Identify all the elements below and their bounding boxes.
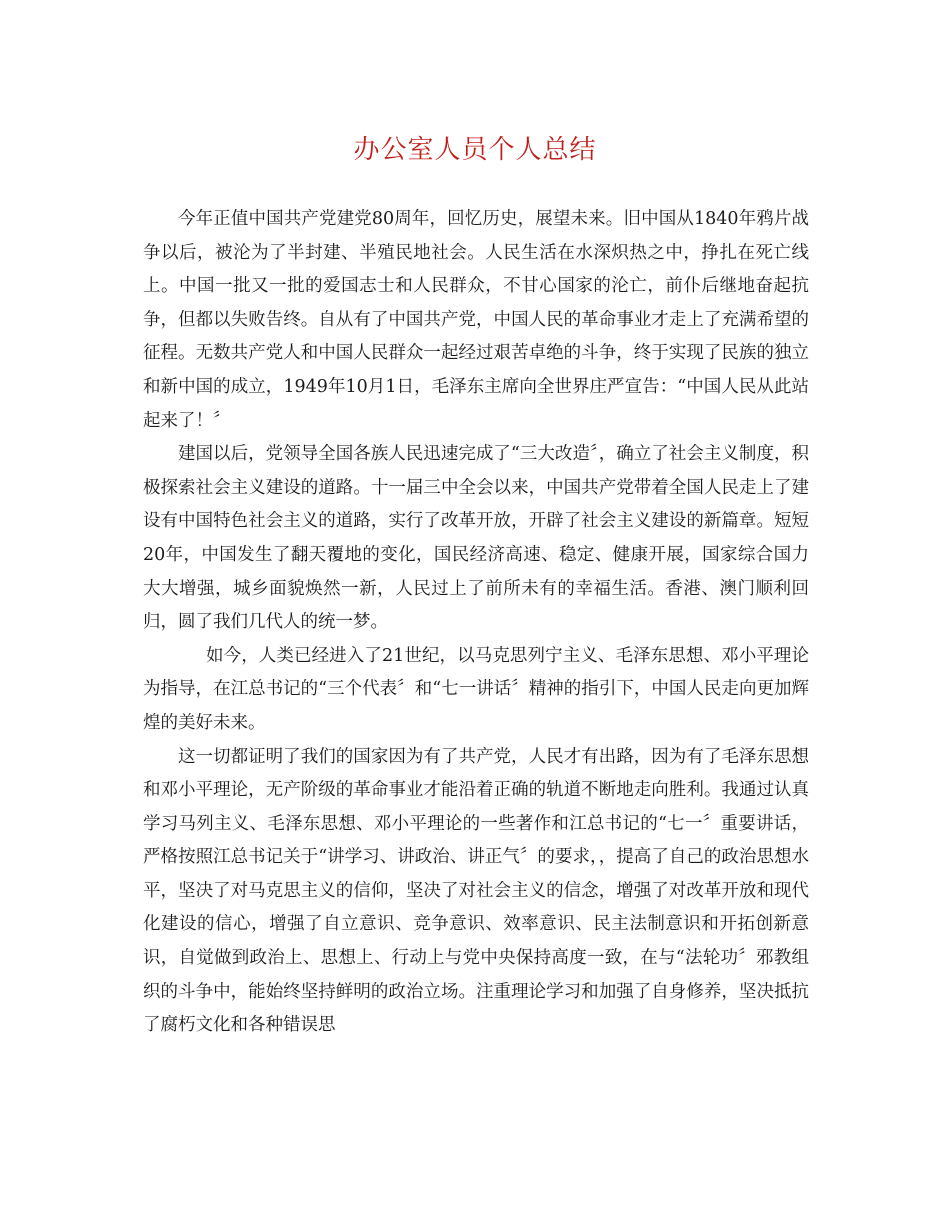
- paragraph: 如今，人类已经进入了21世纪，以马克思列宁主义、毛泽东思想、邓小平理论为指导，在江总书记的“三个代表〞和“七一讲话〞精神的指引下，中国人民走向更加辉煌的美好未来。: [143, 645, 809, 733]
- paragraph: 建国以后，党领导全国各族人民迅速完成了“三大改造〞，确立了社会主义制度，积极探索社会主义建设的道路。十一届三中全会以来，中国共产党带着全国人民走上了建设有中国特色社会主义的道路，实行了改革开放，开辟了社会主义建设的新篇章。短短20年，中国发生了翻天覆地的变化，国民经济高速、稳定、健康开展，国家综合国力大大增强，城乡面貌焕然一新，人民过上了前所未有的幸福生活。香港、澳门顺利回归，圆了我们几代人的统一梦。: [143, 444, 809, 633]
- document-title: 办公室人员个人总结: [353, 135, 597, 165]
- document-body: [143, 203, 809, 1043]
- paragraph: 今年正值中国共产党建党80周年，回忆历史，展望未来。旧中国从1840年鸦片战争以后，被沦为了半封建、半殖民地社会。人民生活在水深炽热之中，挣扎在死亡线上。中国一批又一批的爱国志士和人民群众，不甘心国家的沦亡，前仆后继地奋起抗争，但都以失败告终。自从有了中国共产党，中国人民的革命事业才走上了充满希望的征程。无数共产党人和中国人民群众一起经过艰苦卓绝的斗争，终于实现了民族的独立和新中国的成立，1949年10月1日，毛泽东主席向全世界庄严宣告：“中国人民从此站起来了！〞: [143, 209, 809, 431]
- paragraph: 这一切都证明了我们的国家因为有了共产党，人民才有出路，因为有了毛泽东思想和邓小平理论，无产阶级的革命事业才能沿着正确的轨道不断地走向胜利。我通过认真学习马列主义、毛泽东思想、邓小平理论的一些著作和江总书记的“七一〞重要讲话，严格按照江总书记关于“讲学习、讲政治、讲正气〞的要求，，提高了自己的政治思想水平，坚决了对马克思主义的信仰，坚决了对社会主义的信念，增强了对改革开放和现代化建设的信心，增强了自立意识、竞争意识、效率意识、民主法制意识和开拓创新意识，自觉做到政治上、思想上、行动上与党中央保持高度一致，在与“法轮功〞邪教组织的斗争中，能始终坚持鲜明的政治立场。注重理论学习和加强了自身修养，坚决抵抗了腐朽文化和各种错误思: [143, 746, 809, 1036]
